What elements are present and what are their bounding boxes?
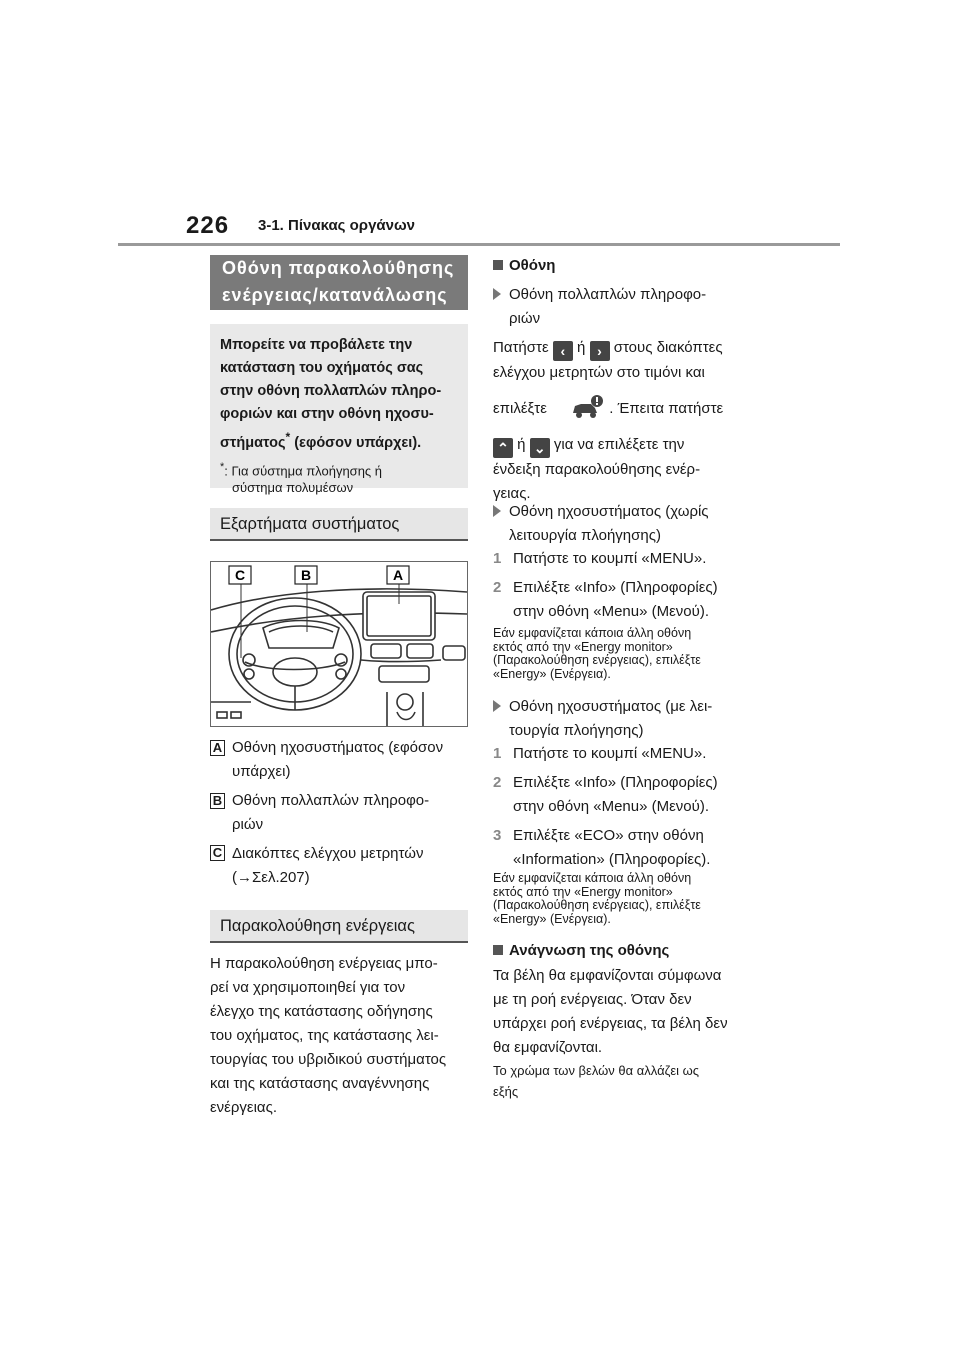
note-line: Εάν εμφανίζεται κάποια άλλη οθόνη [493,626,692,640]
step-number: 2 [493,579,502,596]
subheading-text: τουργία πλοήγησης) [509,722,644,739]
dashboard-illustration [211,562,467,726]
intro-box [210,324,468,496]
header-rule [118,243,840,246]
step-text: Επιλέξτε «ECO» στην οθόνη [513,827,704,844]
body-line: ενέργειας. [210,1099,277,1116]
note-line: εξής [493,1084,519,1099]
instr-text: . Έπειτα πατήστε [609,400,724,417]
step-number: 2 [493,774,502,791]
triangle-bullet-icon [493,700,501,712]
item-line: Διακόπτες ελέγχου μετρητών [232,845,424,862]
body-line: υπάρχει ροή ενέργειας, τα βέλη δεν [493,1015,728,1032]
instr-text: ή [517,436,526,453]
body-line: Η παρακολούθηση ενέργειας μπο- [210,955,438,972]
note-line: «Energy» (Ενέργεια). [493,666,611,681]
audio-nonav-subheading [493,500,753,548]
figure-label-b: B [300,567,312,583]
step-number: 1 [493,550,502,567]
footnote-marker: * [220,460,225,473]
instr-text: ένδειξη παρακολούθησης ενέρ- [493,461,701,478]
body-line: Τα βέλη θα εμφανίζονται σύμφωνα [493,967,722,984]
subheading-text: Οθόνη πολλαπλών πληροφο- [509,286,707,303]
energy-body [210,952,470,1120]
audio-nav-subheading [493,695,753,743]
instr-text: για να επιλέξετε την [553,436,685,453]
body-line: θα εμφανίζονται. [493,1039,603,1056]
body-line: έλεγχο της κατάστασης οδήγησης [210,1003,433,1020]
page-number: 226 [186,212,230,239]
instr-text: γειας. [493,485,531,502]
body-line: και της κατάστασης αναγέννησης [210,1075,430,1092]
note-nonav [493,627,753,681]
step-text: Επιλέξτε «Info» (Πληροφορίες) [513,774,718,791]
subheading-text: ριών [509,310,541,327]
triangle-bullet-icon [493,288,501,300]
note-line: «Energy» (Ενέργεια). [493,911,611,926]
body-line: με τη ροή ενέργειας. Όταν δεν [493,991,692,1008]
heading-text: Ανάγνωση της οθόνης [509,942,670,959]
intro-line-last [220,426,460,455]
body-line: του οχήματος, της κατάστασης λει- [210,1027,439,1044]
intro-line: φοριών και στην οθόνη ηχοσυ- [220,406,434,422]
heading-text: Οθόνη [509,257,556,274]
intro-tail: (εφόσον υπάρχει). [290,434,422,451]
item-a-text [232,736,467,784]
item-label-a: A [210,740,225,756]
chevron-left-icon: ‹ [553,341,573,361]
energy-heading: Παρακολούθηση ενέργειας [210,910,468,943]
triangle-bullet-icon [493,505,501,517]
section-title: 3-1. Πίνακας οργάνων [258,217,415,234]
mid-subheading [493,283,753,331]
dashboard-figure [210,561,468,727]
main-title-line: Οθόνη παρακολούθησης [222,258,455,278]
item-line: Οθόνη πολλαπλών πληροφο- [232,792,430,809]
instr-text: ελέγχου μετρητών στο τιμόνι και [493,364,705,381]
main-title-line: ενέργειας/κατανάλωσης [222,285,448,305]
page-reference-link[interactable]: (→Σελ.207) [232,869,310,886]
footnote-text: Για σύστημα πλοήγησης ή [231,463,383,479]
item-c-text [232,842,467,890]
note-line: εκτός από την «Energy monitor» [493,884,673,899]
step-text: «Information» (Πληροφορίες). [513,851,711,868]
item-b-text [232,789,467,837]
intro-line: Μπορείτε να προβάλετε την [220,337,413,353]
note-line: (Παρακολούθηση ενέργειας), επιλέξτε [493,898,701,912]
figure-label-c: C [234,567,246,583]
chevron-right-icon: › [590,341,610,361]
main-title [210,255,468,310]
reading-heading [493,939,753,963]
note-nav [493,872,753,926]
color-note [493,1060,753,1102]
note-line: Εάν εμφανίζεται κάποια άλλη οθόνη [493,871,692,885]
note-line: (Παρακολούθηση ενέργειας), επιλέξτε [493,653,701,667]
instr-text: ή [577,339,586,356]
item-label-b: B [210,793,225,809]
item-label-c: C [210,845,225,861]
instr-text: Πατήστε [493,339,549,356]
components-heading: Εξαρτήματα συστήματος [210,508,468,541]
subheading-text: Οθόνη ηχοσυστήματος (χωρίς [509,503,709,520]
step-text: Επιλέξτε «Info» (Πληροφορίες) [513,579,718,596]
subheading-text: Οθόνη ηχοσυστήματος (με λει- [509,698,713,715]
square-bullet-icon [493,945,503,955]
steps-nonav [493,547,753,624]
instr-text: στους διακόπτες [613,339,723,356]
body-line: ρεί να χρησιμοποιηθεί για τον [210,979,406,996]
car-info-icon [569,395,605,421]
item-line: υπάρχει) [232,763,291,780]
chevron-down-icon: ⌄ [530,438,550,458]
display-heading [493,254,753,278]
asterisk: * [285,430,291,444]
square-bullet-icon [493,260,503,270]
intro-line: κατάσταση του οχήματός σας [220,360,424,376]
step-text: στην οθόνη «Menu» (Μενού). [513,798,709,815]
chevron-up-icon: ⌃ [493,438,513,458]
mid-instructions [493,336,753,506]
steps-nav [493,742,753,872]
intro-line: στην οθόνη πολλαπλών πληρο- [220,383,442,399]
step-number: 1 [493,745,502,762]
step-number: 3 [493,827,502,844]
instr-text: επιλέξτε [493,400,547,417]
subheading-text: λειτουργία πλοήγησης) [509,527,661,544]
item-line: Οθόνη ηχοσυστήματος (εφόσον [232,739,444,756]
figure-label-a: A [392,567,404,583]
note-line: εκτός από την «Energy monitor» [493,639,673,654]
footnote: *: Για σύστημα πλοήγησης ή σύστημα πολυμέσων [220,459,460,496]
step-text: στην οθόνη «Menu» (Μενού). [513,603,709,620]
body-line: τουργίας του υβριδικού συστήματος [210,1051,447,1068]
item-line: ριών [232,816,264,833]
footnote-text: σύστημα πολυμέσων [232,480,354,496]
step-text: Πατήστε το κουμπί «MENU». [513,550,707,567]
note-line: Το χρώμα των βελών θα αλλάζει ως [493,1063,700,1078]
intro-text: στήματος [220,434,286,451]
step-text: Πατήστε το κουμπί «MENU». [513,745,707,762]
reading-body [493,964,753,1060]
